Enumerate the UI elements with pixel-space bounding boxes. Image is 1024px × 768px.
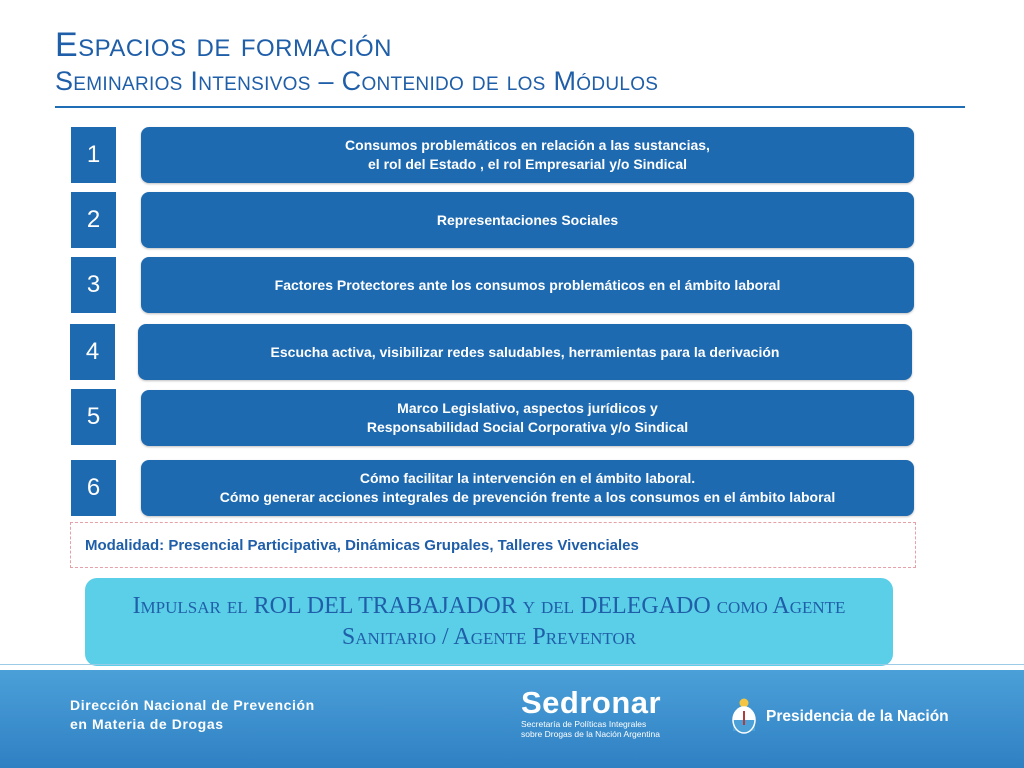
module-number-2: 2: [71, 192, 116, 248]
module-1-line-1: Consumos problemáticos en relación a las sustancias,: [345, 137, 710, 153]
footer-band: [0, 670, 1024, 768]
modality-box: [70, 522, 916, 568]
callout-box: [85, 578, 893, 666]
title-divider: [55, 106, 965, 108]
national-seal-icon: [729, 697, 759, 735]
callout-line-1: Impulsar el ROL DEL TRABAJADOR y del DELEGADO como Agente: [132, 593, 846, 619]
module-4-line-1: Escucha activa, visibilizar redes saludables, herramientas para la derivación: [270, 343, 780, 360]
sedronar-sub-line-2: sobre Drogas de la Nación Argentina: [521, 729, 660, 739]
page-subtitle: Seminarios Intensivos – Contenido de los Módulos: [55, 66, 659, 96]
module-6-line-2: Cómo generar acciones integrales de prevención frente a los consumos en el ámbito laboral: [219, 489, 836, 505]
module-bar-4: [138, 324, 912, 380]
module-2-line-1: Representaciones Sociales: [436, 211, 619, 228]
dnp-line-1: Dirección Nacional de Prevención: [70, 697, 315, 713]
presidencia-label: Presidencia de la Nación: [766, 708, 949, 725]
module-5-line-1: Marco Legislativo, aspectos jurídicos y: [397, 400, 658, 416]
callout-line-2: Sanitario / Agente Preventor: [341, 624, 637, 650]
modality-text: Modalidad: Presencial Participativa, Dinámicas Grupales, Talleres Vivenciales: [85, 536, 639, 554]
module-5-line-2: Responsabilidad Social Corporativa y/o Sindical: [366, 419, 689, 435]
dnp-label: [70, 696, 315, 734]
module-number-4: 4: [70, 324, 115, 380]
module-bar-3: [141, 257, 914, 313]
sedronar-subtitle: [521, 719, 660, 739]
module-number-1: 1: [71, 127, 116, 183]
module-number-5: 5: [71, 389, 116, 445]
dnp-line-2: en Materia de Drogas: [70, 716, 224, 732]
module-bar-1: [141, 127, 914, 183]
module-bar-5: [141, 390, 914, 446]
module-bar-2: [141, 192, 914, 248]
page-title: Espacios de formación: [55, 26, 392, 64]
module-number-3: 3: [71, 257, 116, 313]
footer-divider: [0, 664, 1024, 665]
module-6-line-1: Cómo facilitar la intervención en el ámbito laboral.: [359, 470, 696, 486]
module-1-line-2: el rol del Estado , el rol Empresarial y/o Sindical: [368, 156, 687, 172]
sedronar-sub-line-1: Secretaría de Políticas Integrales: [521, 719, 647, 729]
module-3-line-1: Factores Protectores ante los consumos problemáticos en el ámbito laboral: [274, 276, 781, 293]
sedronar-logo-text: Sedronar: [521, 685, 662, 720]
module-number-6: 6: [71, 460, 116, 516]
module-bar-6: [141, 460, 914, 516]
